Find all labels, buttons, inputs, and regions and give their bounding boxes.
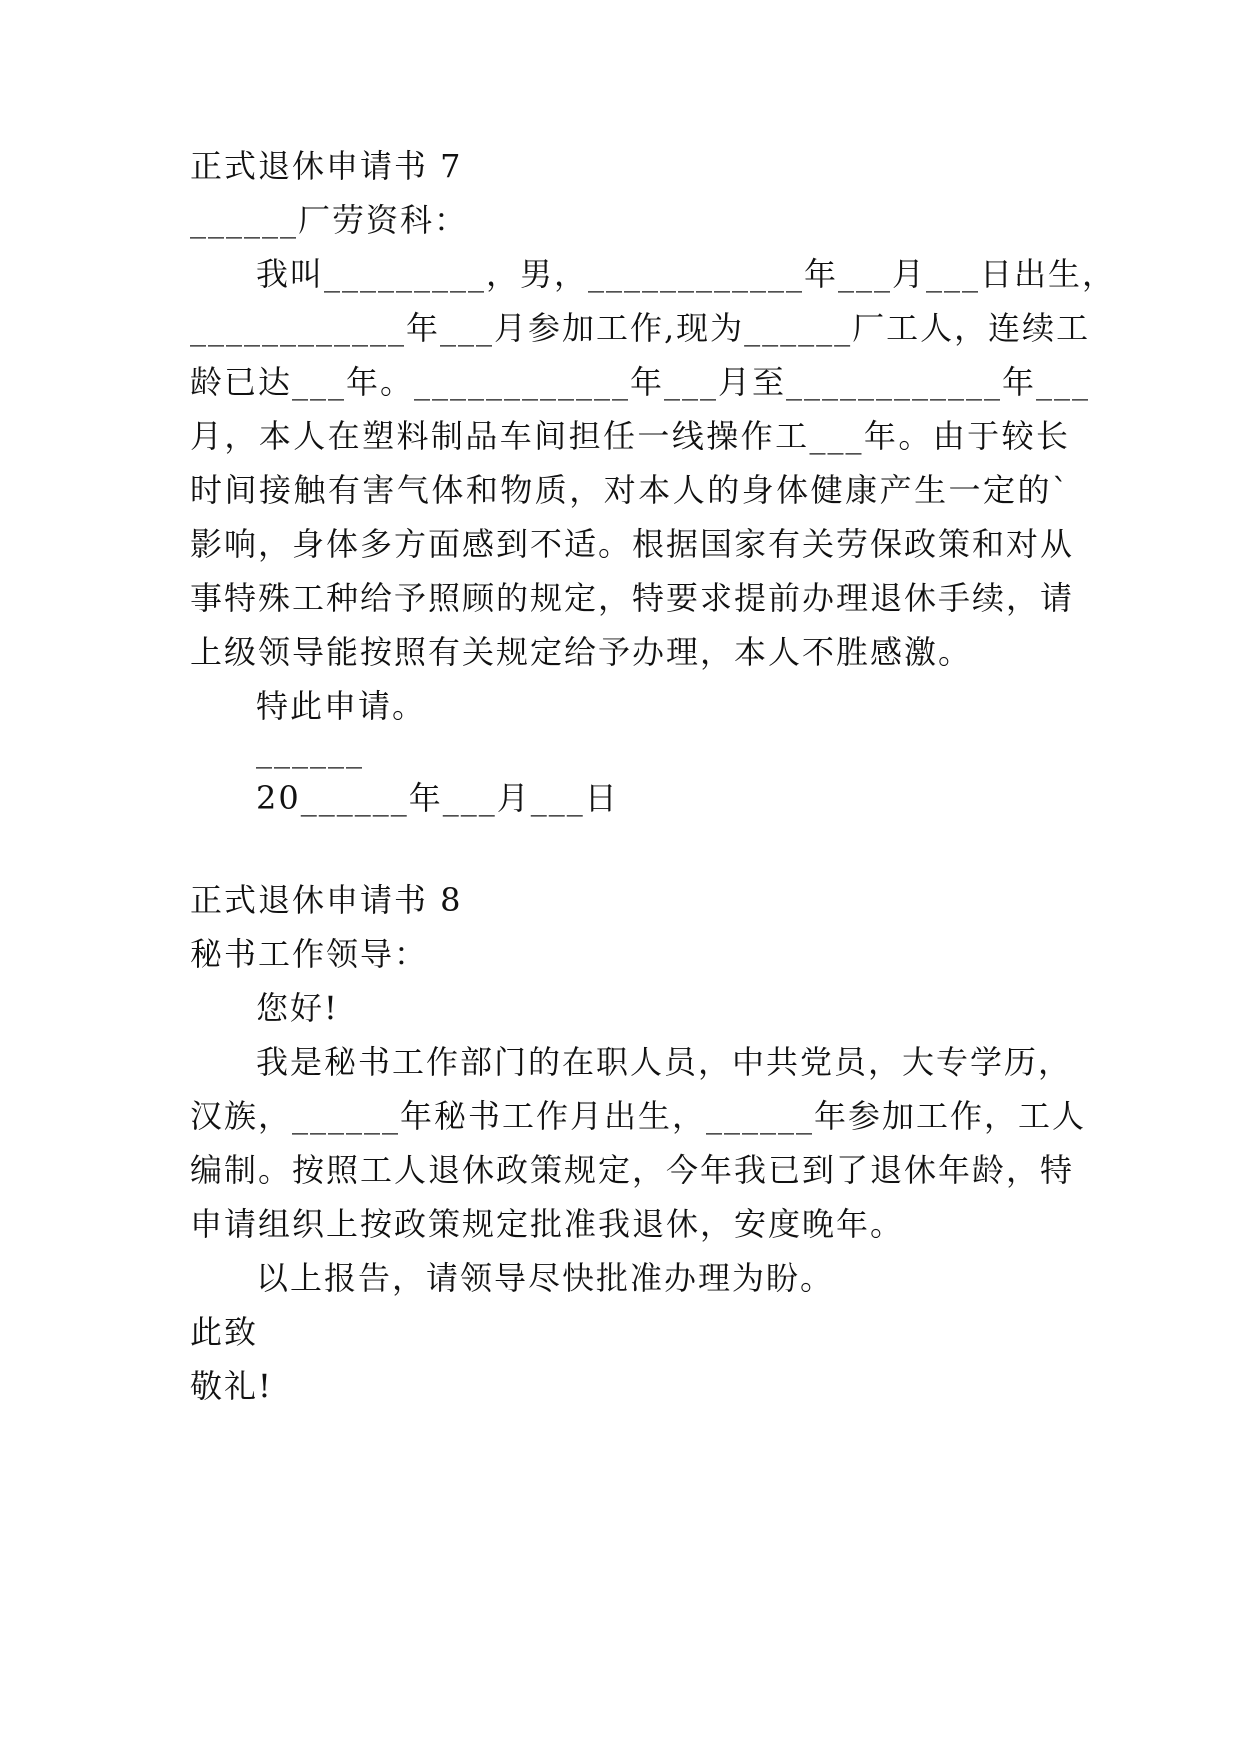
signature-line: ______ [256, 731, 364, 769]
body-line: 汉族，______年秘书工作月出生，______年参加工作，工人 [190, 1097, 1087, 1135]
body-line: 上级领导能按照有关规定给予办理，本人不胜感激。 [190, 633, 973, 671]
body-line: 龄已达___年。____________年___月至____________年___ [190, 363, 1091, 401]
salutation: 秘书工作领导： [190, 935, 429, 973]
body-line: ____________年___月参加工作,现为______厂工人，连续工 [190, 309, 1091, 347]
body-line: 事特殊工种给予照顾的规定，特要求提前办理退休手续，请 [190, 579, 1075, 617]
closing-text: 以上报告，请领导尽快批准办理为盼。 [256, 1259, 835, 1297]
body-line: 我叫_________，男，____________年___月___日出生， [256, 255, 1117, 293]
regards-line: 此致 [190, 1313, 259, 1351]
regards-line: 敬礼! [190, 1367, 273, 1405]
section-title: 正式退休申请书 7 [190, 147, 463, 185]
date-line: 20______年___月___日 [256, 779, 619, 817]
greeting: 您好! [256, 989, 339, 1027]
body-line: 申请组织上按政策规定批准我退休，安度晚年。 [190, 1205, 905, 1243]
body-line: 我是秘书工作部门的在职人员，中共党员，大专学历， [256, 1043, 1073, 1081]
body-line: 影响，身体多方面感到不适。根据国家有关劳保政策和对从 [190, 525, 1075, 563]
closing-text: 特此申请。 [256, 687, 427, 725]
body-line: 时间接触有害气体和物质，对本人的身体健康产生一定的` [190, 471, 1070, 509]
body-line: 编制。按照工人退休政策规定，今年我已到了退休年龄，特 [190, 1151, 1075, 1189]
salutation: ______厂劳资科： [190, 201, 469, 239]
body-line: 月，本人在塑料制品车间担任一线操作工___年。由于较长 [190, 417, 1070, 455]
section-title: 正式退休申请书 8 [190, 881, 463, 919]
